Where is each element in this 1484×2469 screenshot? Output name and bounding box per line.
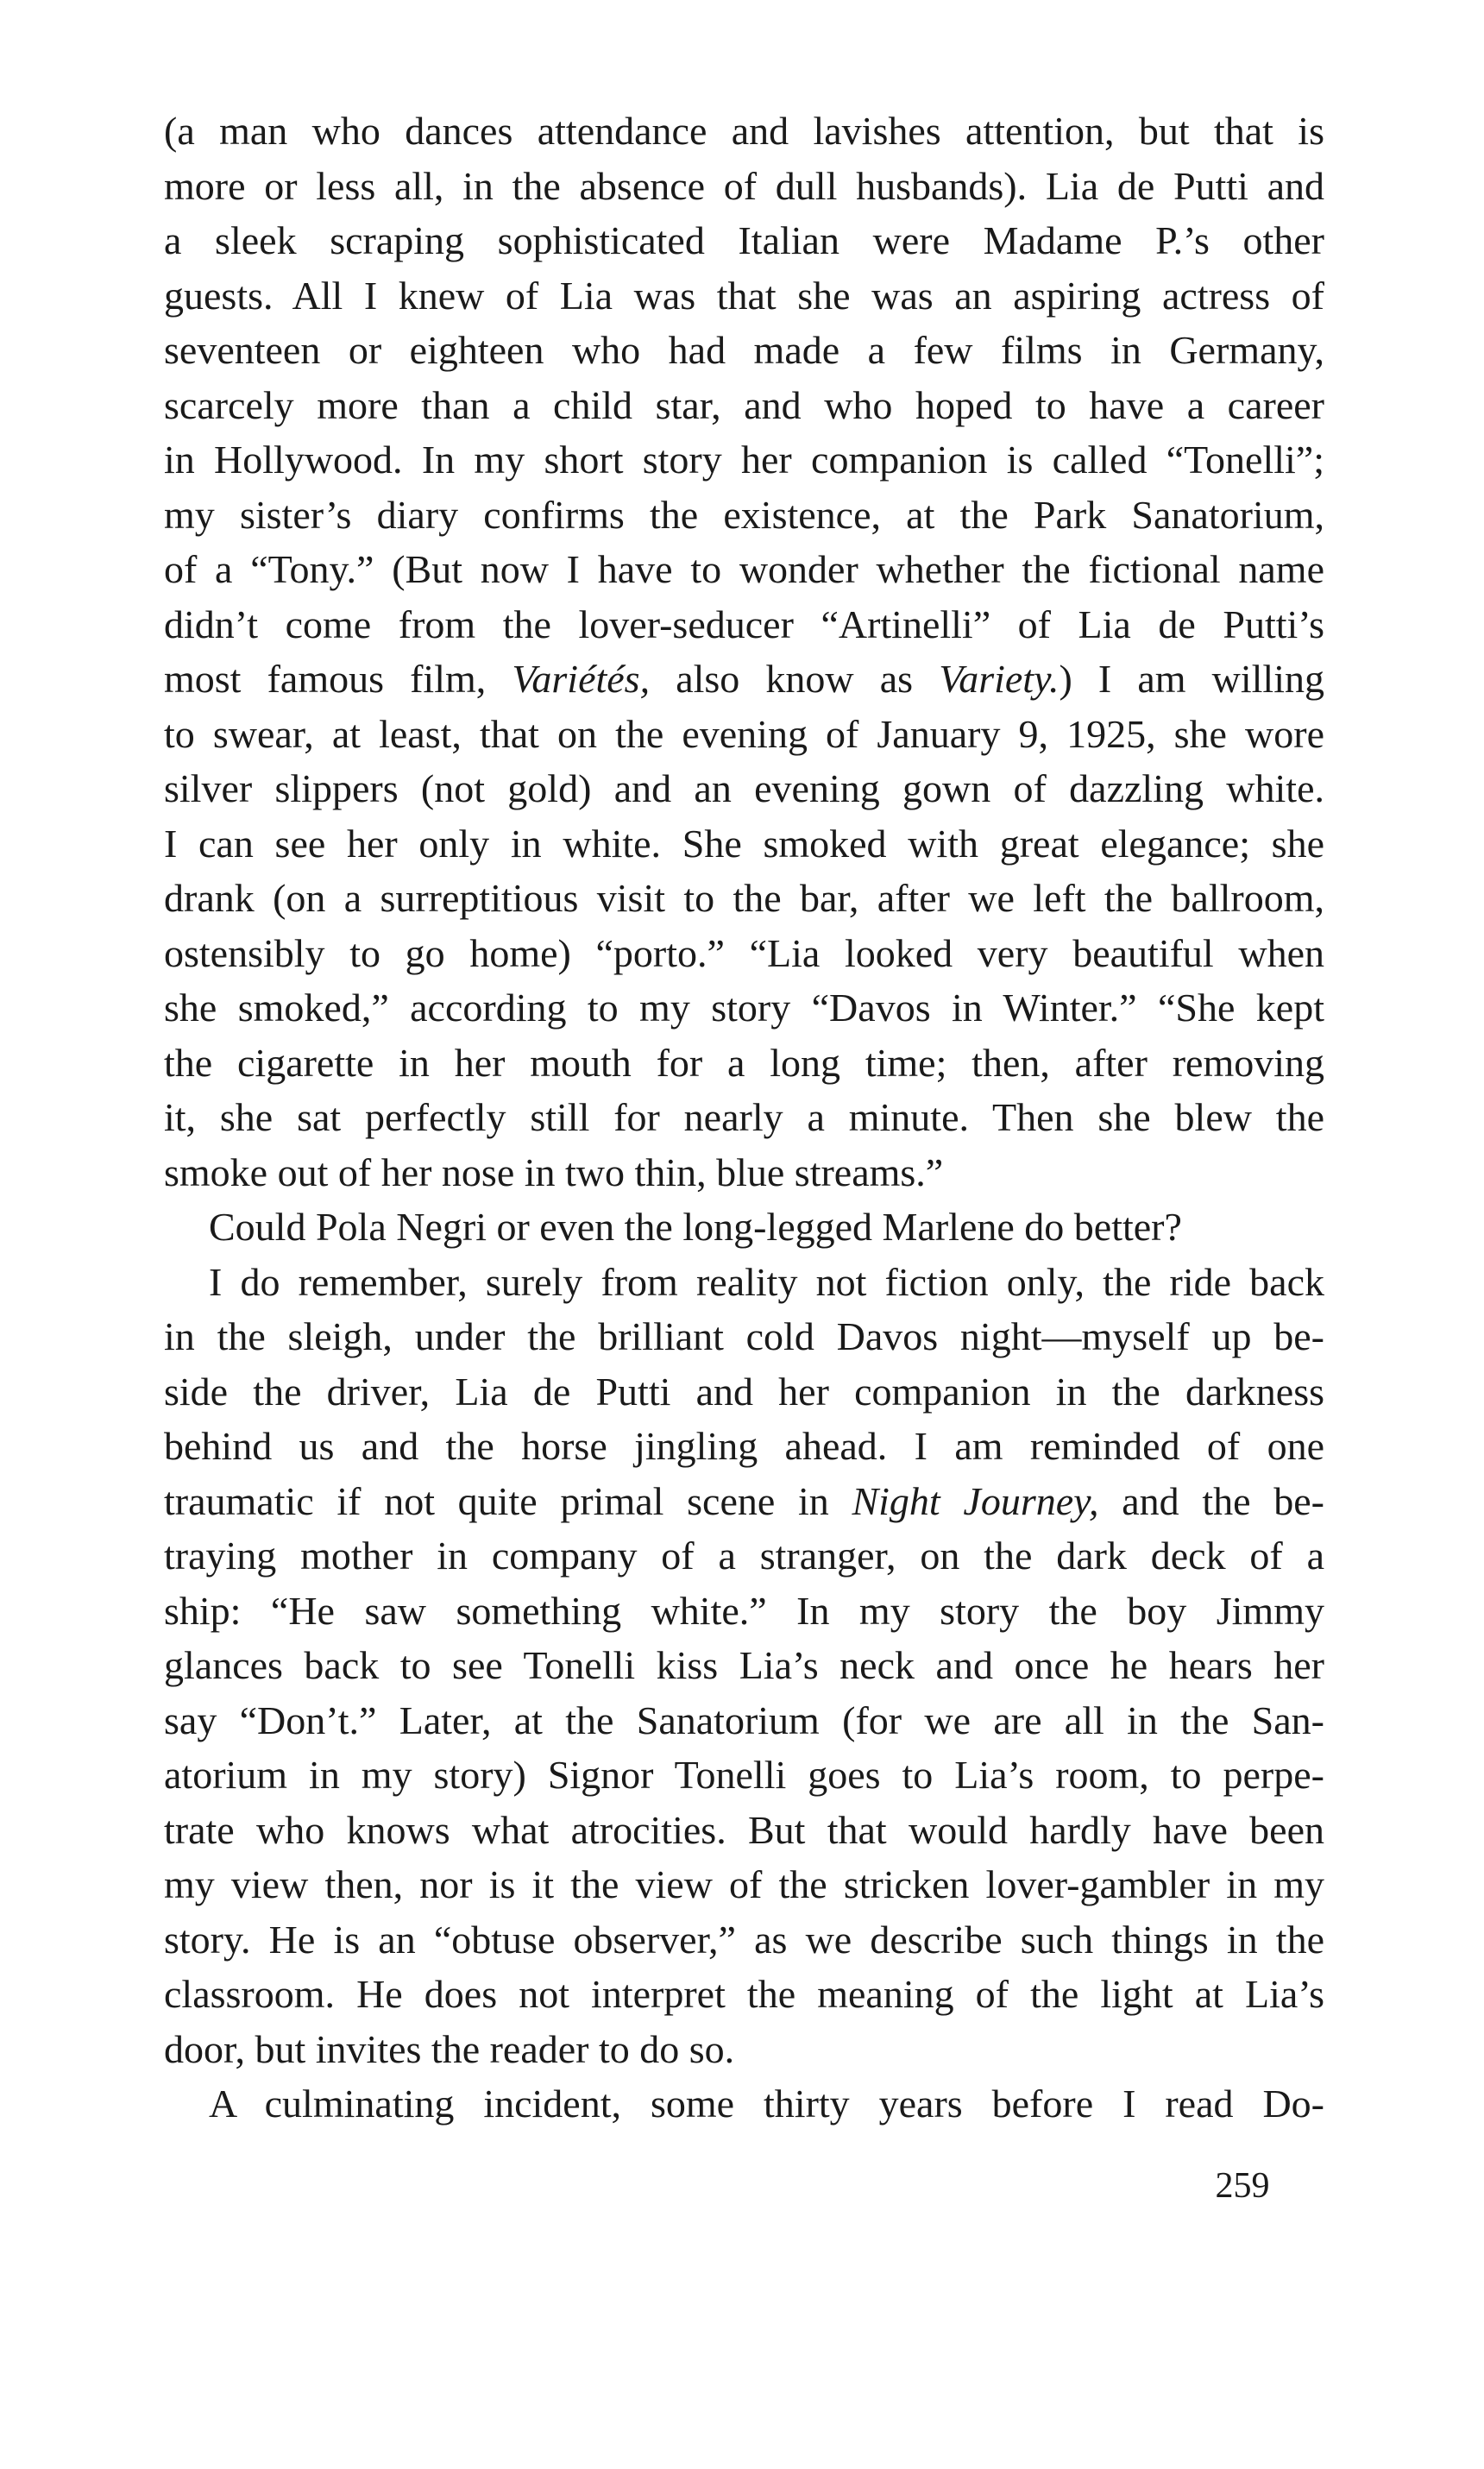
text-line: scarcely more than a child star, and who hoped to have a career <box>164 382 1324 427</box>
paragraph <box>164 2076 1324 2132</box>
text-line: my view then, nor is it the view of the stricken lover-gambler in my <box>164 1862 1324 1906</box>
paragraph <box>164 104 1324 1200</box>
text-line: classroom. He does not interpret the meaning of the light at Lia’s <box>164 1972 1324 2016</box>
page-body <box>164 104 1324 2132</box>
page-number: 259 <box>1215 2166 1270 2206</box>
text-line: more or less all, in the absence of dull husbands). Lia de Putti and <box>164 163 1324 208</box>
text-line: A culminating incident, some thirty years before I read Do- <box>209 2082 1324 2126</box>
text-line: ship: “He saw something white.” In my story the boy Jimmy <box>164 1588 1324 1633</box>
text-line: smoke out of her nose in two thin, blue streams.” <box>164 1149 944 1194</box>
text-line: ostensibly to go home) “porto.” “Lia looked very beautiful when <box>164 930 1324 975</box>
text-line: (a man who dances attendance and lavishes attention, but that is <box>164 109 1324 153</box>
text-line: my sister’s diary confirms the existence, at the Park Sanatorium, <box>164 492 1324 537</box>
text-line: guests. All I knew of Lia was that she was an aspiring actress of <box>164 273 1324 318</box>
text-line: silver slippers (not gold) and an evening gown of dazzling white. <box>164 766 1324 810</box>
text-line: she smoked,” according to my story “Davos in Winter.” “She kept <box>164 986 1324 1030</box>
text-line: the cigarette in her mouth for a long time; then, after removing <box>164 1040 1324 1085</box>
text-line: side the driver, Lia de Putti and her companion in the darkness <box>164 1369 1324 1414</box>
text-line: Could Pola Negri or even the long-legged Marlene do better? <box>209 1205 1182 1249</box>
text-line: glances back to see Tonelli kiss Lia’s neck and once he hears her <box>164 1643 1324 1687</box>
text-line: seventeen or eighteen who had made a few films in Germany, <box>164 328 1324 372</box>
paragraph <box>164 1200 1324 1255</box>
text-line: I do remember, surely from reality not fiction only, the ride back <box>209 1259 1324 1304</box>
text-line: say “Don’t.” Later, at the Sanatorium (for we are all in the San- <box>164 1697 1324 1742</box>
paragraph <box>164 1255 1324 2077</box>
text-line: atorium in my story) Signor Tonelli goes to Lia’s room, to perpe- <box>164 1753 1324 1797</box>
text-line: didn’t come from the lover-seducer “Artinelli” of Lia de Putti’s <box>164 602 1324 646</box>
text-line: a sleek scraping sophisticated Italian were Madame P.’s other <box>164 218 1324 262</box>
text-line: drank (on a surreptitious visit to the bar, after we left the ballroom, <box>164 876 1324 920</box>
text-line: traying mother in company of a stranger, on the dark deck of a <box>164 1534 1324 1578</box>
text-line: traumatic if not quite primal scene in Night Journey, and the be- <box>164 1478 1324 1523</box>
text-line: in the sleigh, under the brilliant cold Davos night—myself up be- <box>164 1314 1324 1358</box>
text-line: door, but invites the reader to do so. <box>164 2026 735 2071</box>
text-line: to swear, at least, that on the evening of January 9, 1925, she wore <box>164 711 1324 756</box>
text-line: behind us and the horse jingling ahead. I am reminded of one <box>164 1424 1324 1468</box>
text-line: most famous film, Variétés, also know as Variety.) I am willing <box>164 657 1324 701</box>
text-line: it, she sat perfectly still for nearly a minute. Then she blew the <box>164 1095 1324 1139</box>
text-line: trate who knows what atrocities. But that would hardly have been <box>164 1807 1324 1852</box>
text-line: I can see her only in white. She smoked with great elegance; she <box>164 821 1324 866</box>
text-line: of a “Tony.” (But now I have to wonder whether the fictional name <box>164 547 1324 591</box>
text-line: in Hollywood. In my short story her companion is called “Tonelli”; <box>164 438 1324 482</box>
text-line: story. He is an “obtuse observer,” as we describe such things in the <box>164 1917 1324 1962</box>
